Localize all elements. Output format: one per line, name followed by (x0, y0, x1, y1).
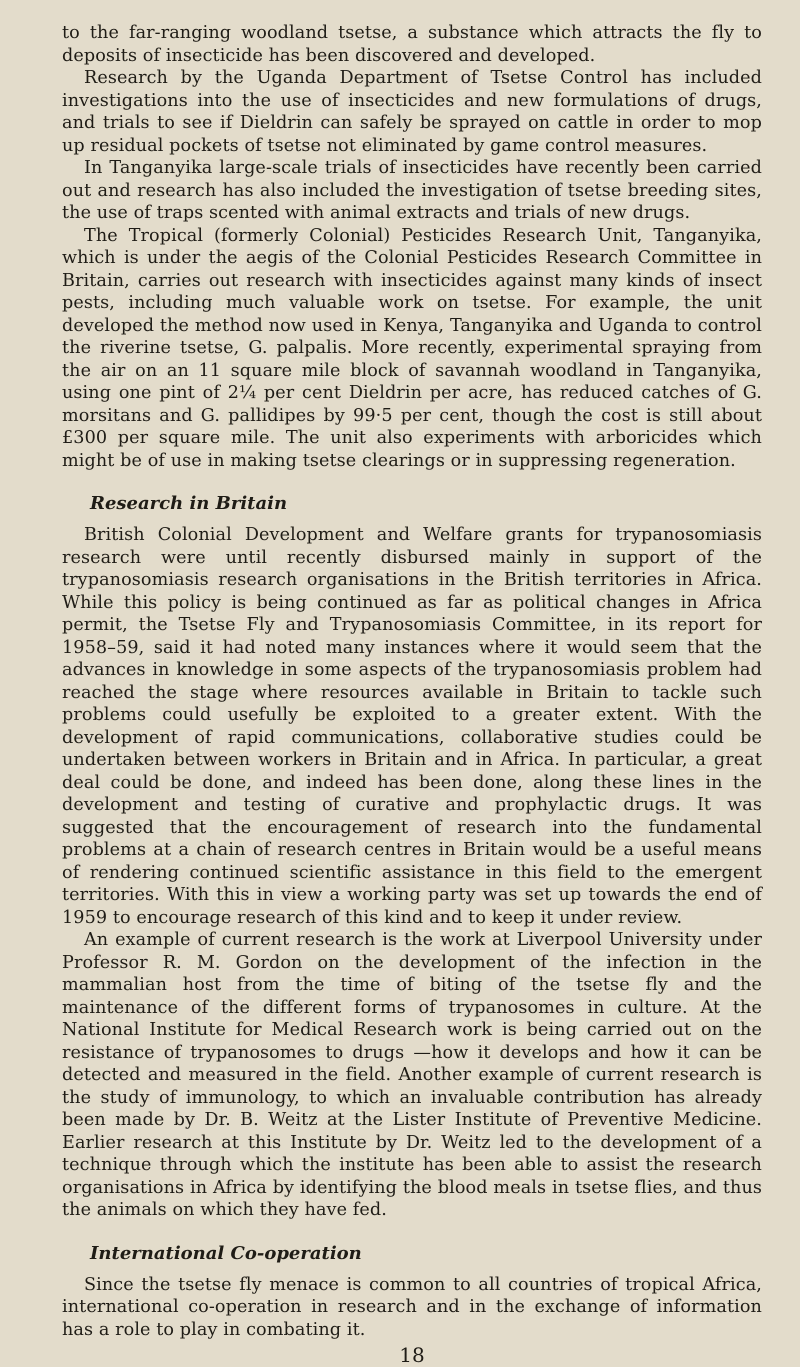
paragraph-tanganyika-trials: In Tanganyika large-scale trials of insecticides have recently been carried out and research has also included the investigation of tsetse breeding sites, the use of traps scented with animal extracts and trials of new drugs. (62, 158, 762, 223)
paragraph-colonial-grants: British Colonial Development and Welfare grants for trypanosomiasis research were until recently disbursed mainly in support of the trypanosomiasis research organisations in the British territories in Africa. While this policy is being continued as far as political changes in Africa permit, the Tsetse Fly and Trypanosomiasis Committee, in its report for 1958–59, said it had noted many instances where it would seem that the advances in knowledge in some aspects of the trypanosomiasis problem had reached the stage where resources available in Britain to tackle such problems could usefully be exploited to a greater extent. With the development of rapid communications, collaborative studies could be undertaken between workers in Britain and in Africa. In particular, a great deal could be done, and indeed has been done, along these lines in the development and testing of curative and prophylactic drugs. It was suggested that the encouragement of research into the fundamental problems at a chain of research centres in Britain would be a useful means of rendering continued scientific assistance in this field to the emergent territories. With this in view a working party was set up towards the end of 1959 to encourage research of this kind and to keep it under review. (62, 525, 762, 928)
paragraph-international: Since the tsetse fly menace is common to all countries of tropical Africa, international co-operation in research and in the exchange of information has a role to play in combating it. (62, 1274, 762, 1340)
heading-international-cooperation: International Co-operation (90, 1242, 362, 1264)
page-number: 18 (399, 1343, 425, 1367)
paragraph-pesticides-unit: The Tropical (formerly Colonial) Pesticides Research Unit, Tanganyika, which is under the aegis of the Colonial Pesticides Research Committee in Britain, carries out research with insecticides against many kinds of insect pests, including much valuable work on tsetse. For example, the unit developed the method now used in Kenya, Tanganyika and Uganda to control the riverine tsetse, G. palpalis. More recently, experimental spraying from the air on an 11 square mile block of savannah woodland in Tanganyika, using one pint of 2¼ per cent Dieldrin per acre, has reduced catches of G. morsitans and G. pallidipes by 99·5 per cent, though the cost is still about £300 per square mile. The unit also experiments with arboricides which might be of use in making tsetse clearings or in suppressing regeneration. (62, 225, 762, 471)
paragraph-continuation: to the far-ranging woodland tsetse, a substance which attracts the fly to deposits of insecticide has been discovered and developed. (62, 23, 762, 66)
paragraph-uganda-research: Research by the Uganda Department of Tsetse Control has included investigations into the use of insecticides and new formulations of drugs, and trials to see if Dieldrin can safely be sprayed on cattle in order to mop up residual pockets of tsetse not eliminated by game control measures. (62, 68, 762, 156)
paragraph-current-research: An example of current research is the work at Liverpool University under Professor R. M. Gordon on the development of the infection in the mammalian host from the time of biting of the tsetse fly and the maintenance of the different forms of trypanosomes in culture. At the National Institute for Medical Research work is being carried out on the resistance of trypanosomes to drugs —how it develops and how it can be detected and measured in the field. Another example of current research is the study of immunology, to which an invaluable contribution has already been made by Dr. B. Weitz at the Lister Institute of Preventive Medicine. Earlier research at this Institute by Dr. Weitz led to the development of a technique through which the institute has been able to assist the research organisations in Africa by identifying the blood meals in tsetse flies, and thus the animals on which they have fed. (62, 930, 762, 1220)
heading-research-in-britain: Research in Britain (90, 493, 288, 514)
